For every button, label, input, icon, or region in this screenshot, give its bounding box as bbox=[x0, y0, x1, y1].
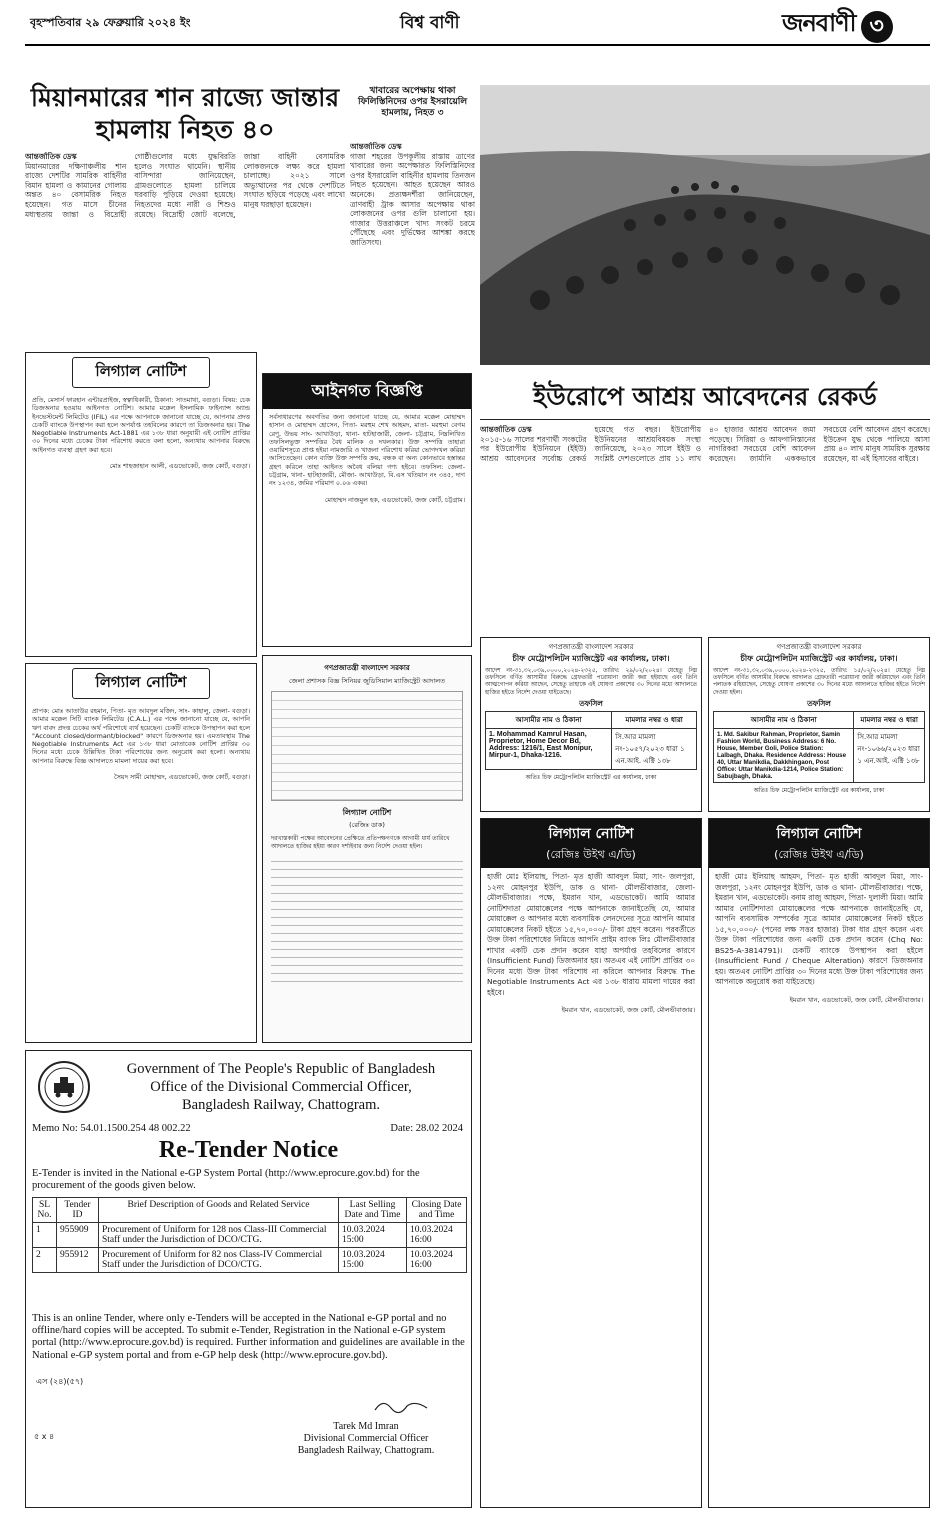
court-doc-subheader: জেলা প্রশাসক বিজ্ঞ সিনিয়র জুডিসিয়াল ম্যাজিস্ট্রেট আদালত bbox=[289, 677, 445, 685]
tender-col-description: Brief Description of Goods and Related Service bbox=[99, 1198, 339, 1223]
tender-col-closing: Closing Date and Time bbox=[407, 1198, 467, 1223]
court-doc-header: গণপ্রজাতন্ত্রী বাংলাদেশ সরকার bbox=[324, 664, 410, 672]
tender-table bbox=[32, 1197, 467, 1273]
logo-text: জনবাণী bbox=[782, 9, 856, 37]
court-doc-body: দরখাস্তকারী পক্ষের আবেদনের প্রেক্ষিতে প্রতিপক্ষগণকে আগামী ধার্য তারিখে আদালতে হাজির হইয়া কারণ দর্শাইবার জন্য নির্দেশ দেওয়া হইল। bbox=[271, 835, 450, 850]
dmp-notice-2-body: আদেশ নং-৩১,৩২,০৩৯,০০০০,২০২৪-২৩২৫, তারিখ: ১৫/০২/২০২৪। যেহেতু নিম্ন তফসিলে বর্ণিত আসামীর বিরুদ্ধে আদালত গ্রেফতারী পরোয়ানা জারী করিয়াছেন এবং তিনি পলাতক রহিয়াছেন, সেহেতু ঘোষণা প্রকাশের ৩০ দিনের মধ্যে আদালতে হাজির হইতে নির্দেশ দেওয়া হইল। bbox=[713, 668, 925, 696]
gaza-desk: আন্তর্জাতিক ডেস্ক bbox=[350, 142, 402, 151]
legal-notice-4-title: লিগ্যাল নোটিশ bbox=[776, 826, 862, 842]
legal-ad bbox=[262, 373, 472, 647]
tender-gov-line1: Government of The People's Republic of Bangladesh bbox=[126, 1061, 436, 1077]
tender-cell: 955909 bbox=[57, 1223, 99, 1248]
signature-mark bbox=[371, 1396, 431, 1416]
tender-gov-line2: Office of the Divisional Commercial Officer, bbox=[150, 1079, 412, 1095]
myanmar-body: মিয়ানমারের দক্ষিণাঞ্চলীয় শান রাজ্যে দেশটির সামরিক বাহিনীর বিমান হামলা ও কামানের গোলায় অন্তত ৪০ বেসামরিক নিহত হয়েছেন। গত মাসে চীনের মধ্যস্থতায় জান্তা ও বিদ্রোহী গোষ্ঠীগুলোর মধ্যে যুদ্ধবিরতি হলেও সংঘাত থামেনি। স্থানীয় বাসিন্দারা জানিয়েছেন, গ্রামগুলোতে হামলা চালিয়ে ঘরবাড়ি পুড়িয়ে দেওয়া হয়েছে। নিহতদের মধ্যে নারী ও শিশুও রয়েছে। বিদ্রোহী জোট বলেছে, জান্তা বাহিনী বেসামরিক লোকজনকে লক্ষ্য করে হামলা চালাচ্ছে। ২০২১ সালে অভ্যুত্থানের পর থেকে দেশটিতে সংঘাত ছড়িয়ে পড়েছে এবং লাখো মানুষ ঘরছাড়া হয়েছেন। bbox=[25, 152, 345, 219]
tender-signer-name: Tarek Md Imran bbox=[333, 1421, 399, 1432]
europe-body: ২০১৫-১৬ সালের শরণার্থী সংকটের পর ইউরোপীয় ইউনিয়নে (ইইউ) আশ্রয় আবেদনের সর্বোচ্চ রেকর্ড হয়েছে গত বছর। ইউরোপীয় ইউনিয়নের আশ্রয়বিষয়ক সংস্থা জানিয়েছে, ২০২৩ সালে ইইউ ও সংশ্লিষ্ট দেশগুলোতে প্রায় ১১ লাখ ৪০ হাজার আশ্রয় আবেদন জমা পড়েছে। সিরিয়া ও আফগানিস্তানের নাগরিকরা সবচেয়ে বেশি আবেদন করেছেন। জার্মানি এককভাবে সবচেয়ে বেশি আবেদন গ্রহণ করেছে। ইউক্রেন যুদ্ধ থেকে পালিয়ে আসা প্রায় ৪০ লাখ মানুষ সাময়িক সুরক্ষায় রয়েছেন, যা এই হিসাবের বাইরে। bbox=[480, 425, 930, 463]
dmp-notice-1-accused: 1. Mohammad Kamrul Hasan, Proprietor, Home Decor Bd, Address: 1216/1, East Monipur, Mirpur-1, Dhaka-1216. bbox=[486, 728, 612, 769]
myanmar-desk: আন্তর্জাতিক ডেস্ক bbox=[25, 152, 77, 161]
table-row bbox=[33, 1248, 467, 1273]
dmp-notice-2-header1: গণপ্রজাতন্ত্রী বাংলাদেশ সরকার bbox=[776, 643, 862, 651]
tender-gov-line3: Bangladesh Railway, Chattogram. bbox=[182, 1097, 380, 1113]
legal-notice-3 bbox=[480, 818, 702, 1508]
gaza-headline: খাবারের অপেক্ষায় থাকা ফিলিস্তিনিদের ওপর ইসরায়েলি হামলায়, নিহত ৩ bbox=[357, 86, 468, 118]
court-doc-notice-label: লিগ্যাল নোটিশ bbox=[342, 808, 392, 817]
tender-cell: 10.03.2024 15:00 bbox=[339, 1223, 407, 1248]
tender-footer-text: This is an online Tender, where only e-Tenders will be accepted in the National e-GP portal and no offline/hard copies will be accepted. To submit e-Tender, Registration in the National e-GP system portal (http://www.eprocure.gov.bd) is required. Further information and guidelines are available in the National e-GP system portal and from e-GP help desk (http://www.eprocure.gov.bd). bbox=[32, 1313, 465, 1361]
legal-notice-2 bbox=[25, 663, 257, 1043]
refugee-photo bbox=[480, 85, 930, 365]
legal-notice-4-signer: ইমরান খান, এডভোকেট, জজ কোর্ট, মৌলভীবাজার। bbox=[789, 995, 923, 1004]
tender-cell: 2 bbox=[33, 1248, 57, 1273]
tender-date: Date: 28.02 2024 bbox=[390, 1123, 463, 1134]
tender-ref-code: এস (২৪)(৫৭) bbox=[36, 1377, 84, 1386]
europe-article bbox=[480, 425, 930, 630]
railway-seal-icon bbox=[40, 1063, 88, 1111]
court-doc-form bbox=[271, 691, 463, 801]
dmp-notice-2-header2: চীফ মেট্রোপলিটন ম্যাজিস্ট্রেট এর কার্যালয়, ঢাকা। bbox=[740, 654, 898, 663]
dmp-notice-1-col2: মামলার নম্বর ও ধারা bbox=[612, 711, 697, 728]
masthead-section: বিশ্ব বাণী bbox=[400, 13, 460, 33]
dmp-notice-1-header2: চীফ মেট্রোপলিটন ম্যাজিস্ট্রেট এর কার্যালয়, ঢাকা। bbox=[512, 654, 670, 663]
tender-col-id: Tender ID bbox=[57, 1198, 99, 1223]
court-doc-notice-sub: (রেজিঃ ডাক) bbox=[349, 821, 385, 829]
myanmar-headline: মিয়ানমারের শান রাজ্যে জান্তার হামলায় নিহত ৪০ bbox=[30, 83, 340, 144]
tender-intro: E-Tender is invited in the National e-GP System Portal (http://www.eprocure.gov.bd) for the procurement of the goods given below. bbox=[32, 1168, 420, 1191]
dmp-notice-2-schedule-title: তফসিল bbox=[807, 698, 831, 708]
tender-cell: 10.03.2024 15:00 bbox=[339, 1248, 407, 1273]
tender-memo: Memo No: 54.01.1500.254 48 002.22 bbox=[32, 1123, 191, 1134]
dmp-notice-2 bbox=[708, 637, 930, 812]
court-doc-lines bbox=[271, 854, 463, 984]
tender-corner-code: ৫ x ৪ bbox=[34, 1432, 55, 1441]
tender-title: Re-Tender Notice bbox=[158, 1137, 339, 1163]
legal-notice-4 bbox=[708, 818, 930, 1508]
myanmar-article bbox=[25, 152, 345, 347]
table-row bbox=[33, 1223, 467, 1248]
tender-col-selling: Last Selling Date and Time bbox=[339, 1198, 407, 1223]
europe-headline: ইউরোপে আশ্রয় আবেদনের রেকর্ড bbox=[480, 378, 930, 420]
tender-table-header bbox=[33, 1198, 467, 1223]
page-number: ৩ bbox=[861, 11, 893, 43]
legal-ad-signer: মোহাম্মদ নাজমুল হক, এডভোকেট, জজ কোর্ট, চট্টগ্রাম। bbox=[324, 495, 465, 504]
signature-icon bbox=[371, 1396, 431, 1416]
dmp-notice-1-schedule bbox=[485, 711, 697, 770]
tender-cell: Procurement of Uniform for 128 nos Class-III Commercial Staff under the Jurisdiction of DCO/CTG. bbox=[99, 1223, 339, 1248]
masthead-date: বৃহস্পতিবার ২৯ ফেব্রুয়ারি ২০২৪ ইং bbox=[30, 16, 191, 29]
legal-notice-2-signer: সৈয়দ সামী মোহাম্মদ, এডভোকেট, জজ কোর্ট, বগুড়া। bbox=[114, 773, 250, 782]
tender-signer-org: Bangladesh Railway, Chattogram. bbox=[297, 1445, 435, 1456]
dmp-notice-1-schedule-title: তফসিল bbox=[579, 698, 603, 708]
legal-notice-4-subtitle: (রেজিঃ উইথ এ/ডি) bbox=[774, 848, 864, 861]
newspaper-logo bbox=[782, 5, 932, 39]
masthead bbox=[0, 0, 945, 44]
legal-notice-4-body: হাজী মোঃ ইলিয়াছ আহমদ, পিতা- মৃত হাজী আবদুল মিয়া, সাং- জলপুরা, ১২নং মোহনপুর ইউপি, ডাক ও থানা- মৌলভীবাজার। পক্ষে, ইমরান খান, এডভোকেট। বনাম রাজু আহমদ, পিতা- দুলালী মিয়া। আমি আমার নোটিশদাতা মোয়াক্কেলের পক্ষে আপনাকে জানাইতেছি যে, আপনি ব্যবসায়িক সম্পর্কের সূত্রে আমার মোয়াক্কেলের নিকট হইতে ১৫,৭০,০০০/- (পনের লক্ষ সত্তর হাজার) টাকা ধার গ্রহণ করেন এবং উক্ত টাকা পরিশোধের জন্য একটি চেক প্রদান করেন (Chq No: BS25-A-3814791)। চেকটি ব্যাংকে উপস্থাপন করা হইলে (Insufficient Fund / Cheque Alteration) কারণে ডিজঅনার হয়। অতএব নোটিশ প্রাপ্তির ৩০ দিনের মধ্যে উক্ত টাকা পরিশোধের জন্য আপনাকে অনুরোধ করা যাইতেছে। bbox=[715, 872, 923, 986]
dmp-notice-1-footer: অতিঃ চিফ মেট্রোপলিটন ম্যাজিস্ট্রেট এর কার্যালয়, ঢাকা bbox=[525, 773, 657, 781]
legal-ad-body: সর্বসাধারণের অবগতির জন্য জানানো যাচ্ছে যে, আমার মক্কেল মোহাম্মদ হাসান ও মোহাম্মদ হোসেন, পিতা- মরহুম শেখ আহমদ, মাতা- মরহুমা বেগম রেণু, উভয় সাং- আখাউড়া, থানা- হাটহাজারী, জেলা- চট্টগ্রাম, নিম্নলিখিত তফসিলভুক্ত সম্পত্তির বৈধ মালিক ও দখলকার। উক্ত সম্পত্তি তাহারা ওয়ারিশসূত্রে প্রাপ্ত হইয়া নামজারি ও খাজনা পরিশোধ করিয়া ভোগদখল করিয়া আসিতেছেন। কোন ব্যক্তি উক্ত সম্পত্তি ক্রয়, বন্ধক বা অন্য কোনভাবে হস্তান্তর গ্রহণ করিলে তাহা আইনত অবৈধ বলিয়া গণ্য হইবে। তফসিল: জেলা- চট্টগ্রাম, থানা- হাটহাজারী, মৌজা- আখাউড়া, বি.এস খতিয়ান নং ৩৪৫, দাগ নং ১২৩৪, জমির পরিমাণ ০.০৬ একর। bbox=[269, 413, 465, 488]
dmp-notice-1-col1: আসামীর নাম ও ঠিকানা bbox=[486, 711, 612, 728]
tender-cell: 1 bbox=[33, 1223, 57, 1248]
legal-notice-1-body: প্রতি, মেসার্স ফারহান এন্টারপ্রাইজ, স্বত্বাধিকারী, ঠিকানা: সাতমাথা, বগুড়া। বিষয়: চেক ডিজঅনার হওয়ায় আইনগত নোটিশ। আমার মক্কেল ইসলামিক ফাইন্যান্স অ্যান্ড ইনভেস্টমেন্ট লিমিটেড (IFIL) এর পক্ষে আপনাকে জানানো যাচ্ছে যে, আপনার প্রদত্ত চেকটি ব্যাংকে উপস্থাপন করা হলে অপর্যাপ্ত তহবিলের কারণে তা ডিজঅনার হয়। The Negotiable Instruments Act-1881 এর ১৩৮ ধারা অনুযায়ী এই নোটিশ প্রাপ্তির ৩০ দিনের মধ্যে চেকের টাকা পরিশোধ করতে বলা হলো, অন্যথায় আপনার বিরুদ্ধে আইনগত ব্যবস্থা গ্রহণ করা হবে। bbox=[32, 396, 250, 454]
tender-cell: 10.03.2024 16:00 bbox=[407, 1223, 467, 1248]
dmp-notice-1-case: সি.আর মামলা নং-১০৫৭/২০২৩ ধারা ১ এন.আই. এক্টি ১৩৮ bbox=[612, 728, 697, 769]
dmp-notice-2-footer: অতিঃ চিফ মেট্রোপলিটন ম্যাজিস্ট্রেট এর কার্যালয়, ঢাকা bbox=[753, 786, 885, 794]
legal-notice-3-signer: ইমরান খান, এডভোকেট, জজ কোর্ট, মৌলভীবাজার। bbox=[561, 1006, 695, 1014]
legal-notice-2-body: প্রাপক: মোঃ আতাউর রহমান, পিতা- মৃত আবদুল মজিদ, সাং- কাহালু, জেলা- বগুড়া। আমার মক্কেল সিটি ব্যাংক লিমিটেড (C.A.L.) এর পক্ষে জানানো যাচ্ছে যে, আপনি ঋণ বাবদ প্রদত্ত চেকের অর্থ পরিশোধে ব্যর্থ হয়েছেন। চেকটি ব্যাংকে উপস্থাপন করা হলে "Account closed/dormant/blocked" কারণে ডিজঅনার হয়। এমতাবস্থায় The Negotiable Instruments Act এর ১৩৮ ধারা মোতাবেক নোটিশ প্রাপ্তির ৩০ দিনের মধ্যে চেকে উল্লিখিত টাকা পরিশোধের জন্য অনুরোধ করা হলো। অন্যথায় আপনার বিরুদ্ধে বিজ্ঞ আদালতে মামলা দায়ের করা হবে। bbox=[32, 707, 250, 765]
bangladesh-railway-seal bbox=[38, 1061, 90, 1113]
legal-notice-3-title: লিগ্যাল নোটিশ bbox=[548, 826, 634, 842]
gaza-body: গাজা শহরের উপকূলীয় রাস্তায় ত্রাণের খাবারের জন্য অপেক্ষারত ফিলিস্তিনিদের ওপর ইসরায়েলি বাহিনীর হামলায় তিনজন নিহত হয়েছেন। আহত হয়েছেন আরও অনেকে। প্রত্যক্ষদর্শীরা জানিয়েছেন, ত্রাণবাহী ট্রাক আসার অপেক্ষায় থাকা লোকজনের ওপর গুলি চালানো হয়। গাজার উত্তরাঞ্চলে খাদ্য সংকট চরমে পৌঁছেছে এবং দুর্ভিক্ষের আশঙ্কা করছে জাতিসংঘ। bbox=[350, 151, 475, 247]
tender-col-sl: SL No. bbox=[33, 1198, 57, 1223]
crowd-illustration bbox=[480, 85, 930, 365]
legal-notice-3-title-block bbox=[481, 819, 701, 868]
legal-notice-4-title-block bbox=[709, 819, 929, 868]
dmp-notice-2-schedule bbox=[713, 711, 925, 783]
legal-notice-3-body: হাজী মোঃ ইলিয়াছ, পিতা- মৃত হাজী আবদুল মিয়া, সাং- জলপুরা, ১২নং মোহনপুর ইউপি, ডাক ও থানা- মৌলভীবাজার, জেলা- মৌলভীবাজার। পক্ষে, ইমরান খান, এডভোকেট। আমি আমার নোটিশদাতা মোয়াক্কেলের পক্ষে আপনাকে জানাইতেছি যে, আমার মোয়াক্কেল ও আপনার মধ্যে ব্যবসায়িক লেনদেনের সূত্রে আপনি আমার মোয়াক্কেলের নিকট হইতে ১৫,৭০,০০০/- টাকা গ্রহণ করেন। পরবর্তীতে উক্ত টাকা পরিশোধের নিমিত্তে আপনি প্রাইম ব্যাংক লিঃ মৌলভীবাজার শাখার একটি চেক প্রদান করেন যাহা অপর্যাপ্ত তহবিলের কারণে (Insufficient Fund) ডিজঅনার হয়। অতএব এই নোটিশ প্রাপ্তির ৩০ দিনের মধ্যে উক্ত টাকা পরিশোধ না করিলে আপনার বিরুদ্ধে The Negotiable Instruments Act এর ১৩৮ ধারায় মামলা দায়ের করা হইবে। bbox=[487, 872, 695, 997]
tender-signer-title: Divisional Commercial Officer bbox=[303, 1433, 429, 1444]
legal-notice-1-signer: মোঃ শাহজাহান আলী, এডভোকেট, জজ কোর্ট, বগুড়া। bbox=[109, 462, 250, 471]
dmp-notice-2-col2: মামলার নম্বর ও ধারা bbox=[854, 711, 925, 728]
tender-cell: 10.03.2024 16:00 bbox=[407, 1248, 467, 1273]
legal-notice-1 bbox=[25, 352, 257, 657]
dmp-notice-1-header1: গণপ্রজাতন্ত্রী বাংলাদেশ সরকার bbox=[548, 643, 634, 651]
dmp-notice-1-body: আদেশ নং-৩১,৩২,০৩৯,০০০০,২০২৪-২৩২৫, তারিখ: ২৯/০২/২০২৪। যেহেতু নিম্ন তফসিলে বর্ণিত আসামীর বিরুদ্ধে গ্রেফতারী পরোয়ানা জারী করা হইয়াছে এবং তিনি আত্মগোপন করিয়া আছেন, সেহেতু তাহাকে এই ঘোষণা প্রকাশের ৩০ দিনের মধ্যে আদালতে হাজির হইতে নির্দেশ দেওয়া যাইতেছে। bbox=[485, 668, 697, 696]
court-document bbox=[262, 655, 472, 1043]
dmp-notice-2-case: সি.আর মামলা নং-১০৬৬/২০২৩ ধারা ১ এন.আই. এক্টি ১৩৮ bbox=[854, 728, 925, 782]
tender-cell: 955912 bbox=[57, 1248, 99, 1273]
dmp-notice-2-accused: 1. Md. Sakibur Rahman, Proprietor, Samin Fashion World, Business Address: 6 No. House, Member Goli, Police Station: Lalbagh, Dhaka. Residence Address: House 40, Uttar Manikdia, Dakkhingaon, Post Office: Uttar Manikdia-1214, Police Station: Sabujbagh, Dhaka. bbox=[714, 728, 854, 782]
legal-ad-title: আইনগত বিজ্ঞপ্তি bbox=[263, 374, 471, 409]
dmp-notice-1 bbox=[480, 637, 702, 812]
tender-cell: Procurement of Uniform for 82 nos Class-IV Commercial Staff under the Jurisdiction of DCO/CTG. bbox=[99, 1248, 339, 1273]
gaza-article bbox=[350, 142, 475, 347]
legal-notice-2-title: লিগ্যাল নোটিশ bbox=[72, 668, 210, 699]
dmp-notice-2-col1: আসামীর নাম ও ঠিকানা bbox=[714, 711, 854, 728]
europe-desk: আন্তর্জাতিক ডেস্ক bbox=[480, 425, 532, 434]
retender-notice bbox=[25, 1050, 472, 1508]
legal-notice-1-title: লিগ্যাল নোটিশ bbox=[72, 357, 210, 388]
masthead-rule bbox=[25, 44, 930, 46]
legal-notice-3-subtitle: (রেজিঃ উইথ এ/ডি) bbox=[546, 848, 636, 861]
